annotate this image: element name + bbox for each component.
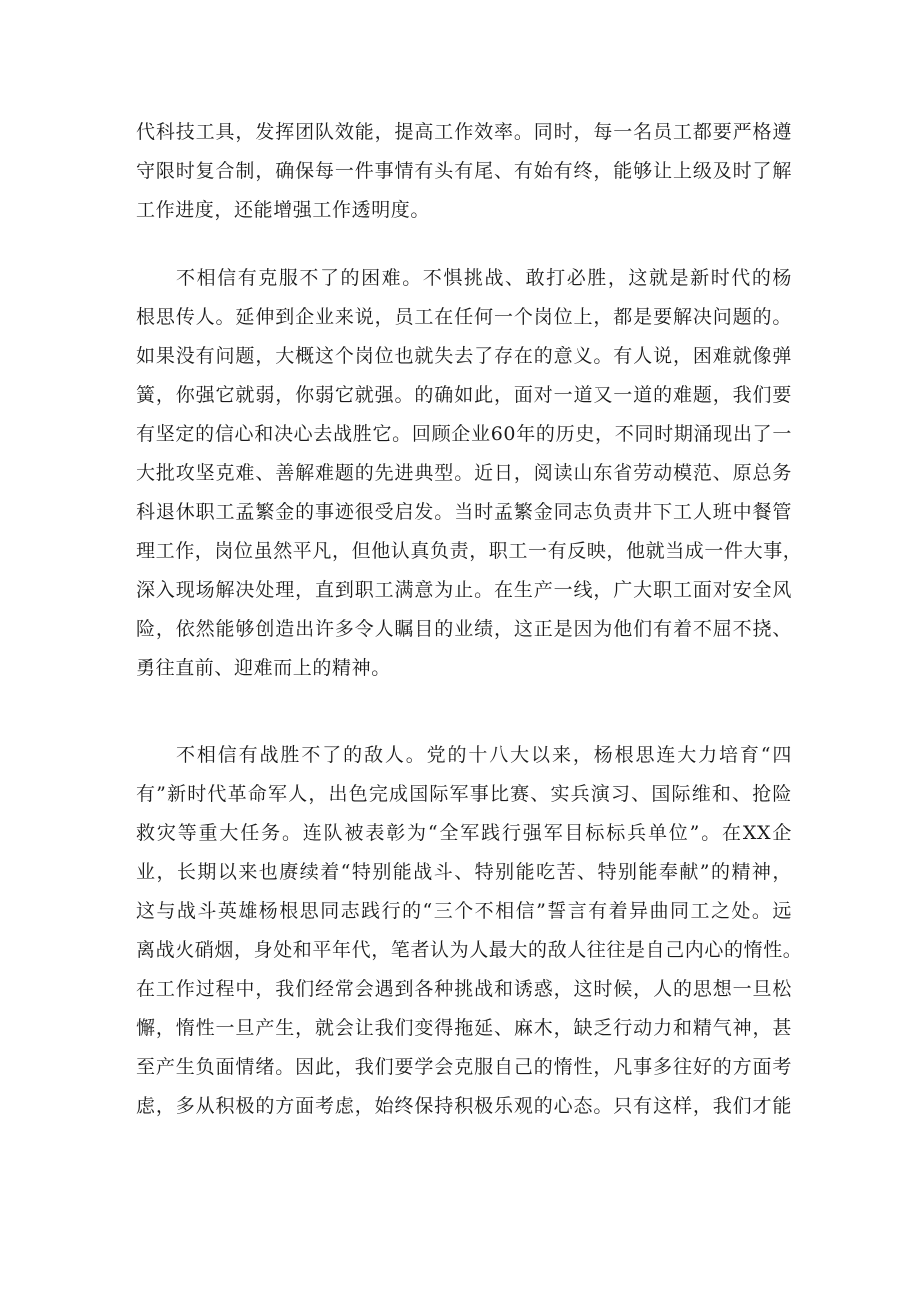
paragraph-2: [136, 259, 803, 688]
text-line: 深入现场解决处理，直到职工满意为止。在生产一线，广大职工面对安全风: [136, 579, 792, 601]
text-line: 科退休职工孟繁金的事迹很受启发。当时孟繁金同志负责井下工人班中餐管: [136, 501, 792, 523]
text-line: 有”新时代革命军人，出色完成国际军事比赛、实兵演习、国际维和、抢险: [136, 783, 792, 805]
text-line: 簧，你强它就弱，你弱它就强。的确如此，面对一道又一道的难题，我们要: [136, 384, 792, 406]
text-line: 工作进度，还能增强工作透明度。: [136, 199, 431, 221]
text-line: 至产生负面情绪。因此，我们要学会克服自己的惰性，凡事多往好的方面考: [136, 1056, 792, 1078]
text-line: 不相信有战胜不了的敌人。党的十八大以来，杨根思连大力培育“四: [176, 744, 792, 766]
text-line: 这与战斗英雄杨根思同志践行的“三个不相信”誓言有着异曲同工之处。远: [136, 900, 792, 922]
text-line: 虑，多从积极的方面考虑，始终保持积极乐观的心态。只有这样，我们才能: [136, 1095, 792, 1117]
text-line: 救灾等重大任务。连队被表彰为“全军践行强军目标标兵单位”。在XX企: [136, 822, 792, 844]
text-line: 如果没有问题，大概这个岗位也就失去了存在的意义。有人说，困难就像弹: [136, 345, 792, 367]
text-line: 代科技工具，发挥团队效能，提高工作效率。同时，每一名员工都要严格遵: [136, 121, 792, 143]
text-line: 理工作，岗位虽然平凡，但他认真负责，职工一有反映，他就当成一件大事，: [136, 540, 803, 562]
text-line: 业，长期以来也赓续着“特别能战斗、特别能吃苦、特别能奉献”的精神，: [136, 861, 792, 883]
text-line: 不相信有克服不了的困难。不惧挑战、敢打必胜，这就是新时代的杨: [176, 267, 792, 289]
text-line: 勇往直前、迎难而上的精神。: [136, 657, 391, 679]
text-line: 大批攻坚克难、善解难题的先进典型。近日，阅读山东省劳动模范、原总务: [136, 462, 792, 484]
text-line: 守限时复合制，确保每一件事情有头有尾、有始有终，能够让上级及时了解: [136, 160, 792, 182]
text-line: 险，依然能够创造出许多令人瞩目的业绩，这正是因为他们有着不屈不挠、: [136, 618, 792, 640]
paragraph-1: [136, 113, 792, 230]
text-line: 在工作过程中，我们经常会遇到各种挑战和诱惑，这时候，人的思想一旦松: [136, 978, 792, 1000]
paragraph-3: [136, 736, 803, 1126]
text-line: 懈，惰性一旦产生，就会让我们变得拖延、麻木，缺乏行动力和精气神，甚: [136, 1017, 792, 1039]
text-line: 离战火硝烟，身处和平年代，笔者认为人最大的敌人往往是自己内心的惰性。: [136, 939, 803, 961]
text-line: 有坚定的信心和决心去战胜它。回顾企业60年的历史，不同时期涌现出了一: [136, 423, 792, 445]
text-line: 根思传人。延伸到企业来说，员工在任何一个岗位上，都是要解决问题的。: [136, 306, 792, 328]
